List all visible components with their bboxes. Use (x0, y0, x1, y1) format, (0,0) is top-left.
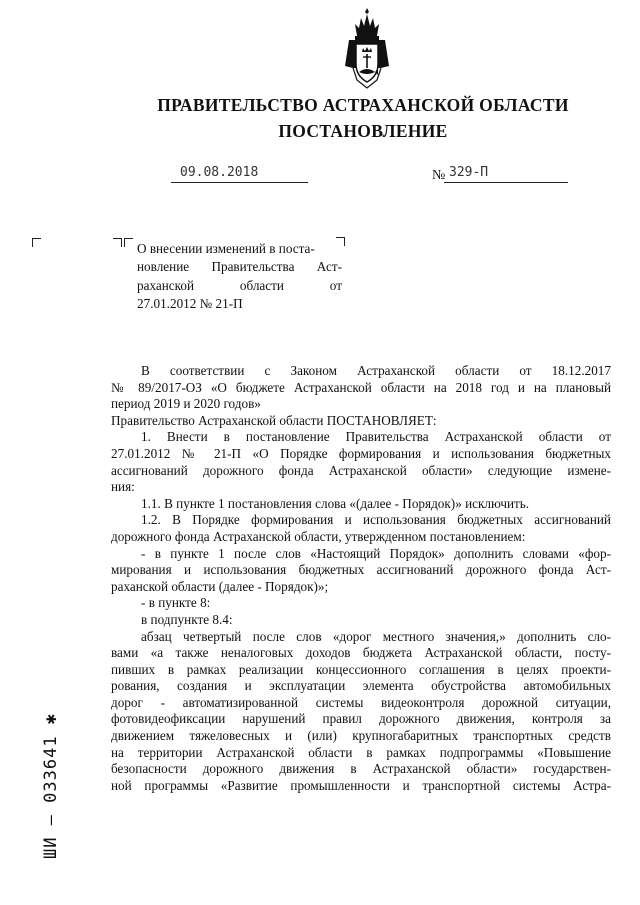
body-line: - в пункте 8: (141, 595, 211, 611)
body-line: раханской области (далее - Порядок)»; (111, 578, 329, 594)
body-line: рования, создания и эксплуатации элемента обустройства автомобильных (111, 678, 611, 694)
government-heading: ПРАВИТЕЛЬСТВО АСТРАХАНСКОЙ ОБЛАСТИ (157, 95, 569, 115)
body-line: ной программы «Развитие промышленности и транспортной системы Астра- (111, 777, 611, 793)
document-date: 09.08.2018 (180, 165, 259, 180)
body-line: № 89/2017-ОЗ «О бюджете Астраханской области на 2018 год и на плановый (111, 379, 611, 395)
body-line: движением тяжеловесных и (или) крупногабаритных транспортных средств (111, 728, 611, 744)
body-line: на территории Астраханской области в рамках подпрограммы «Повышение (111, 744, 611, 760)
body-line: ния: (111, 479, 135, 495)
body-line: мирования и использования бюджетных ассигнований дорожного фонда Аст- (111, 562, 611, 578)
date-underline (171, 182, 308, 183)
document-type-heading: ПОСТАНОВЛЕНИЕ (278, 121, 448, 141)
body-line: дорог - автоматизированной системы видеоконтроля дорожной ситуации, (111, 694, 611, 710)
body-line: фотовидеофиксации нарушений правил дорожного движения, контроля за (111, 711, 611, 727)
serial-stamp (36, 712, 66, 860)
body-line: вами «а также неналоговых доходов бюджета Астраханской области, посту- (111, 645, 611, 661)
title-line: О внесении изменений в поста- (137, 241, 315, 256)
body-line: абзац четвертый после слов «дорог местного значения,» дополнить сло- (141, 628, 611, 644)
coat-of-arms-icon (343, 6, 391, 96)
body-line: - в пункте 1 после слов «Настоящий Порядок» дополнить словами «фор- (141, 545, 611, 561)
document-body (111, 363, 611, 794)
number-underline (444, 182, 568, 183)
corner-mark-left (32, 238, 41, 247)
body-line: 1.1. В пункте 1 постановления слова «(далее - Порядок)» исключить. (141, 495, 530, 511)
body-line: пивших в рамках реализации концессионного соглашения в целях проекти- (111, 661, 611, 677)
body-line: 1.2. В Порядке формирования и использования бюджетных ассигнований (141, 512, 611, 528)
body-line: ассигнований дорожного фонда Астраханской области» следующие измене- (111, 462, 611, 478)
number-sign: № (432, 168, 446, 183)
title-line: раханской области от (137, 277, 342, 293)
body-line: дорожного фонда Астраханской области, утвержденном постановлением: (111, 528, 526, 544)
body-line: период 2019 и 2020 годов» (111, 396, 261, 412)
title-line: 27.01.2012 № 21-П (137, 296, 243, 312)
corner-mark-mid-2 (124, 238, 133, 247)
corner-mark-mid-1 (113, 238, 122, 247)
body-line: в подпункте 8.4: (141, 611, 233, 627)
body-line: 1. Внести в постановление Правительства Астраханской области от (141, 429, 611, 445)
document-number: 329-П (449, 165, 489, 180)
serial-number: ШИ – 033641 ✱ (41, 712, 61, 860)
body-line: 27.01.2012 № 21-П «О Порядке формирования и использования бюджетных (111, 445, 611, 461)
title-line: новление Правительства Аст- (137, 259, 342, 275)
body-line: Правительство Астраханской области ПОСТАНОВЛЯЕТ: (111, 412, 437, 428)
body-line: безопасности дорожного движения в Астраханской области» государствен- (111, 761, 611, 777)
document-title (137, 240, 342, 314)
body-line: В соответствии с Законом Астраханской области от 18.12.2017 (141, 363, 611, 378)
